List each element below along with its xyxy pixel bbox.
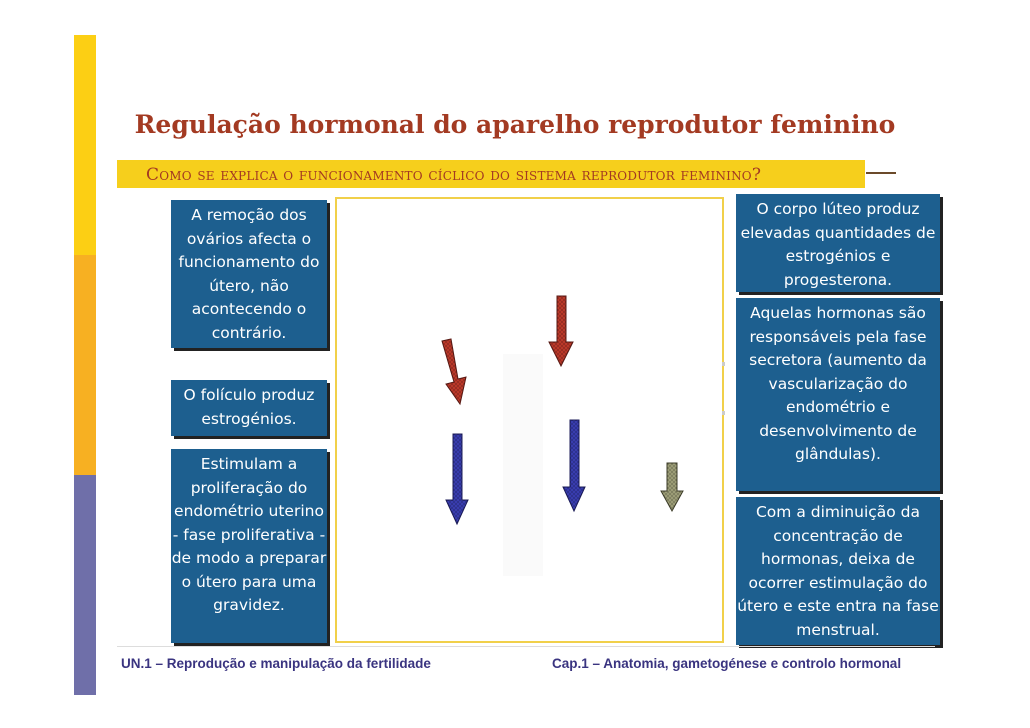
blue-arrow-left xyxy=(446,434,468,524)
left-box-follicle: O folículo produz estrogénios. xyxy=(171,380,327,436)
footer-chapter: Cap.1 – Anatomia, gametogénese e controlo hormonal xyxy=(552,656,902,671)
footer-unit: UN.1 – Reprodução e manipulação da fertilidade xyxy=(121,656,431,671)
page-title: Regulação hormonal do aparelho reprodutor feminino xyxy=(134,110,896,139)
right-box-secretory-phase: Aquelas hormonas são responsáveis pela fase secretora (aumento da vascularização do endométrio e desenvolvimento de glândulas). xyxy=(736,298,940,491)
right-box-corpus-luteum: O corpo lúteo produz elevadas quantidades de estrogénios e progesterona. xyxy=(736,194,940,292)
blue-arrow-middle xyxy=(563,420,585,511)
left-box-proliferation: Estimulam a proliferação do endométrio uterino - fase proliferativa - de modo a preparar o útero para uma gravidez. xyxy=(171,449,327,643)
left-box-ovary-removal: A remoção dos ovários afecta o funcionamento do útero, não acontecendo o contrário. xyxy=(171,200,327,348)
right-box-menstrual-phase: Com a diminuição da concentração de hormonas, deixa de ocorrer estimulação do útero e este entra na fase menstrual. xyxy=(736,497,940,645)
red-arrow-diagonal xyxy=(442,339,466,404)
page-subtitle: Como se explica o funcionamento cíclico do sistema reprodutor feminino? xyxy=(146,165,762,185)
olive-arrow xyxy=(661,463,683,511)
red-arrow-vertical xyxy=(549,296,573,366)
footer-rule xyxy=(117,646,935,647)
